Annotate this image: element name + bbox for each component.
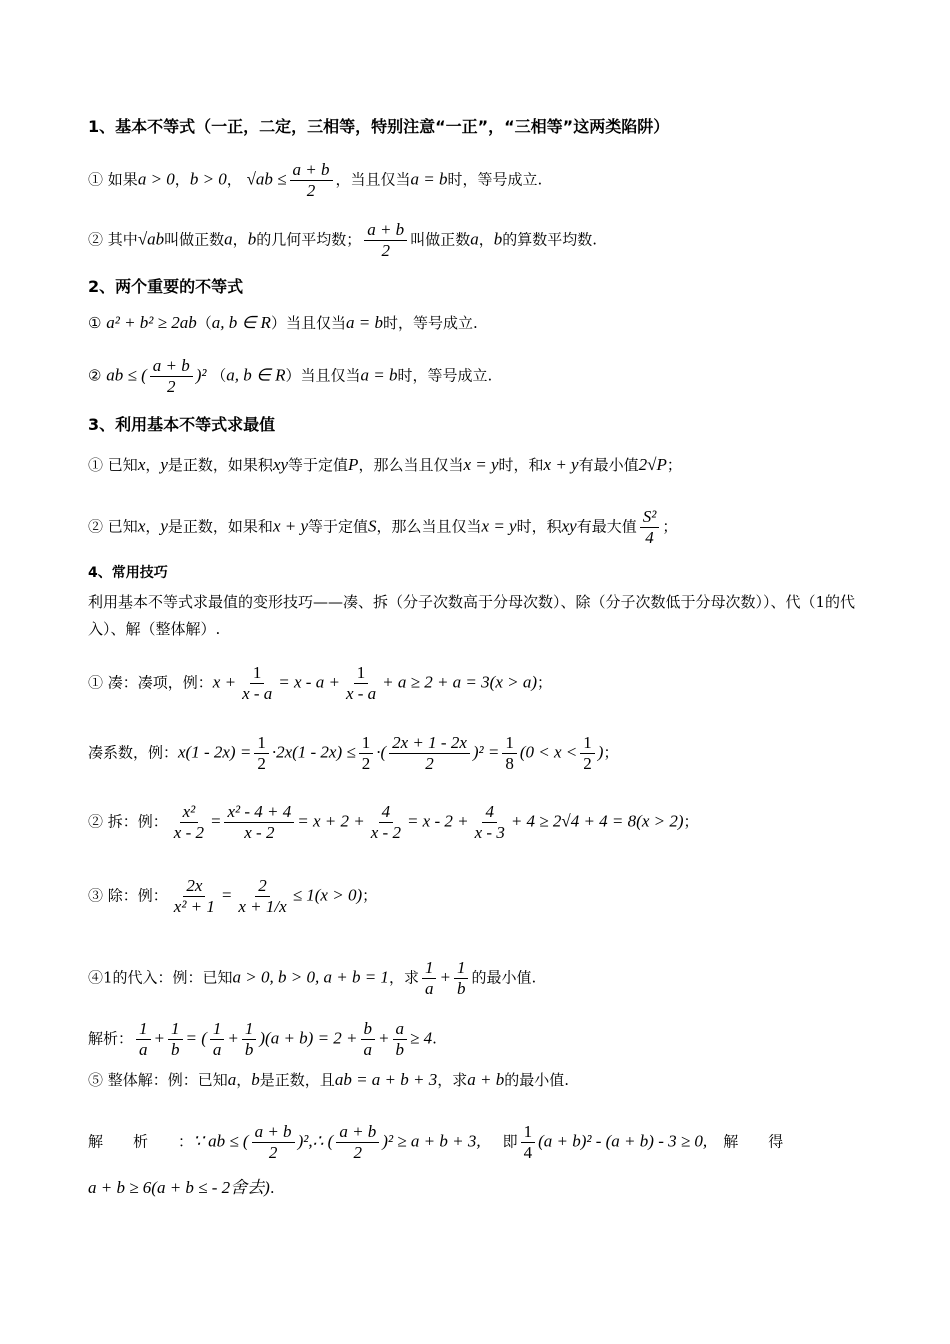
math: =: [220, 885, 233, 905]
text: 其中: [107, 230, 138, 249]
example-label: ② 拆：例：: [88, 812, 168, 831]
example-cou: [88, 663, 870, 704]
math: )²: [195, 365, 207, 385]
text: 有最大值: [576, 517, 637, 536]
numerator: 1: [521, 1122, 536, 1143]
denominator: a: [424, 979, 434, 998]
text: ；: [537, 673, 553, 692]
fraction: [290, 160, 333, 201]
numerator: 1: [242, 1019, 257, 1040]
numerator: 1: [354, 663, 369, 684]
math: y: [160, 455, 168, 474]
denominator: b: [171, 1040, 180, 1059]
numerator: 1: [254, 733, 269, 754]
fraction: [224, 802, 294, 843]
math: = (: [185, 1028, 207, 1048]
text: ，: [236, 1071, 252, 1089]
text: ，当且仅当: [335, 170, 411, 189]
numerator: 1: [210, 1019, 225, 1040]
text: 的最小值.: [471, 968, 537, 987]
text: .: [269, 1179, 275, 1197]
fraction: [389, 733, 470, 774]
text: ；: [683, 812, 699, 831]
math: = x - a +: [278, 672, 340, 692]
math: x = y: [463, 455, 499, 474]
math: x: [137, 455, 146, 474]
section-4-heading: 4、常用技巧: [88, 565, 168, 581]
fraction: [150, 356, 193, 397]
fraction: [359, 733, 374, 774]
text: （: [196, 314, 212, 332]
math: xy: [272, 455, 289, 474]
fraction: [393, 1019, 408, 1060]
fraction: [239, 663, 275, 704]
math: a: [227, 1070, 237, 1089]
fraction: [521, 1122, 536, 1163]
math: a, b ∈ R: [211, 313, 271, 332]
fraction: [136, 1019, 151, 1060]
text: 如果: [107, 170, 138, 189]
math: a > 0: [137, 169, 175, 189]
math: x: [137, 516, 146, 536]
denominator: 4: [645, 528, 654, 547]
math: ·(: [376, 742, 387, 762]
text: 时，积: [516, 517, 562, 536]
math: ): [597, 742, 604, 762]
denominator: 4: [523, 1143, 533, 1162]
numerator: 1: [580, 733, 595, 754]
numerator: 1: [359, 733, 374, 754]
numerator: a + b: [336, 1122, 379, 1143]
fraction: [422, 958, 437, 999]
math: a + b: [467, 1070, 505, 1089]
math: (a + b)² - (a + b) - 3 ≥ 0,: [538, 1131, 708, 1151]
math: b > 0: [189, 169, 227, 189]
text: 时，和: [498, 456, 544, 474]
fraction: [580, 733, 595, 774]
math: =: [210, 811, 222, 831]
fraction: [254, 733, 269, 774]
denominator: 2: [361, 754, 371, 773]
math: ab = a + b + 3: [334, 1070, 438, 1089]
denominator: 8: [505, 754, 514, 773]
math: b: [247, 229, 257, 249]
example-label: ④1的代入：例：已知: [88, 968, 233, 987]
text: 等于定值: [308, 517, 369, 536]
text: 即: [502, 1132, 518, 1151]
text: 是正数，且: [259, 1071, 335, 1089]
math: ·2x(1 - 2x) ≤: [271, 742, 356, 762]
text: ；: [666, 456, 682, 474]
text: ，那么当且仅当: [358, 456, 464, 474]
text: ）当且仅当: [285, 366, 361, 385]
math: a: [470, 229, 479, 249]
numerator: a + b: [364, 220, 407, 241]
math: x = y: [481, 516, 517, 536]
text: 有最小值: [578, 456, 639, 474]
numerator: a + b: [252, 1122, 295, 1143]
text: 已知: [107, 517, 138, 536]
math: )²,∴ (: [297, 1131, 334, 1151]
fraction: [235, 876, 289, 917]
math: +: [439, 967, 451, 987]
text: 时，等号成立.: [447, 170, 543, 189]
example-chu: [88, 876, 870, 917]
text: ，: [145, 517, 161, 536]
math: xy: [561, 516, 577, 536]
math: 2√P: [638, 455, 667, 474]
denominator: 2: [166, 377, 176, 396]
math: b: [251, 1070, 260, 1089]
denominator: x² + 1: [173, 897, 215, 916]
text: 解 得: [723, 1132, 784, 1151]
denominator: 2: [268, 1143, 278, 1162]
text: 叫做正数: [410, 230, 471, 249]
text: 的最小值.: [504, 1071, 570, 1089]
numerator: x² - 4 + 4: [224, 802, 294, 823]
example-chai: [88, 802, 870, 843]
s2-item-1: [88, 313, 870, 333]
denominator: 2: [257, 754, 266, 773]
item-number: ①: [88, 314, 102, 332]
numerator: b: [361, 1019, 376, 1040]
math: x +: [212, 672, 237, 692]
math: ab ≤ (: [106, 365, 147, 385]
example-label: 凑系数，例：: [88, 743, 179, 762]
text: ）当且仅当: [270, 314, 346, 332]
math: a = b: [345, 313, 383, 332]
math: a² + b² ≥ 2ab: [106, 313, 197, 332]
math: )(a + b) = 2 +: [259, 1028, 358, 1048]
numerator: 1: [422, 958, 437, 979]
example-substitute-one: [88, 958, 870, 999]
denominator: a: [139, 1040, 148, 1059]
denominator: x - 2: [244, 823, 275, 842]
fraction: [168, 1019, 183, 1060]
denominator: 2: [306, 181, 316, 200]
section-1-heading: 1、基本不等式（一正，二定，三相等，特别注意“一正”，“三相等”这两类陷阱）: [88, 117, 670, 136]
item-number: ①: [88, 456, 104, 474]
math: x + y: [272, 516, 308, 536]
fraction: [171, 802, 207, 843]
numerator: 1: [502, 733, 517, 754]
numerator: 2x: [183, 876, 205, 897]
math: +: [227, 1028, 239, 1048]
text: ，: [226, 170, 242, 189]
text: 是正数，如果和: [167, 517, 273, 536]
example-label: 解析：: [88, 1029, 134, 1048]
math: S: [368, 516, 377, 536]
example-label: ⑤ 整体解：例：已知: [88, 1071, 228, 1089]
s2-item-2: [88, 356, 870, 397]
denominator: 2: [583, 754, 592, 773]
numerator: 4: [482, 802, 497, 823]
solution-substitute-one: [88, 1019, 870, 1060]
denominator: a: [363, 1040, 373, 1059]
s3-item-1: [88, 455, 870, 475]
denominator: 2: [353, 1143, 363, 1162]
math: +: [378, 1028, 390, 1048]
denominator: x - a: [242, 684, 273, 703]
math: +: [153, 1028, 165, 1048]
math: a, b ∈ R: [226, 365, 286, 385]
denominator: x - 2: [370, 823, 401, 842]
example-cou-coefficient: [88, 733, 870, 774]
denominator: x + 1/x: [238, 897, 287, 916]
fraction: [343, 663, 379, 704]
numerator: 1: [168, 1019, 183, 1040]
math: b: [493, 229, 503, 249]
math: (0 < x <: [519, 742, 578, 762]
math: )² ≥ a + b + 3,: [382, 1131, 481, 1151]
math: + 4 ≥ 2√4 + 4 = 8(x > 2): [510, 811, 684, 831]
numerator: S²: [640, 507, 660, 528]
fraction: [368, 802, 404, 843]
math: a > 0, b > 0, a + b = 1: [232, 967, 389, 987]
fraction: [242, 1019, 257, 1060]
text: 的算数平均数.: [502, 230, 597, 249]
text: 已知: [107, 456, 138, 474]
math: = x - 2 +: [406, 811, 469, 831]
math: P: [348, 455, 359, 474]
math: )² =: [472, 742, 500, 762]
numerator: 2x + 1 - 2x: [389, 733, 470, 754]
text: ，求: [388, 968, 419, 987]
text: ；: [362, 886, 378, 905]
math: a = b: [410, 169, 448, 189]
item-number: ②: [88, 517, 104, 536]
numerator: 4: [379, 802, 394, 823]
item-number: ①: [88, 170, 104, 189]
denominator: a: [212, 1040, 222, 1059]
numerator: a + b: [290, 160, 333, 181]
example-label: ① 凑：凑项，例：: [88, 673, 213, 692]
text: ；: [603, 743, 619, 762]
section-2-heading: 2、两个重要的不等式: [88, 277, 244, 296]
item-number: ②: [88, 366, 102, 385]
math: = x + 2 +: [297, 811, 365, 831]
math: ∵ ab ≤ (: [193, 1131, 249, 1151]
numerator: a + b: [150, 356, 193, 377]
math: x + y: [543, 455, 579, 474]
text: 的几何平均数；: [256, 230, 362, 249]
numerator: 1: [250, 663, 265, 684]
text: ，: [232, 230, 248, 249]
s3-item-2: [88, 507, 870, 548]
text: ，: [478, 230, 494, 249]
text: 时，等号成立.: [397, 366, 493, 385]
fraction: [171, 876, 218, 917]
solution-whole-result: [88, 1178, 870, 1198]
numerator: a: [393, 1019, 408, 1040]
math: √ab: [137, 229, 165, 249]
fraction: [336, 1122, 379, 1163]
text: ，: [174, 170, 190, 189]
fraction: [364, 220, 407, 261]
numerator: 2: [255, 876, 270, 897]
text: 时，等号成立.: [382, 314, 478, 332]
math: a = b: [360, 365, 398, 385]
text: .: [432, 1029, 437, 1048]
example-label: ③ 除：例：: [88, 886, 168, 905]
fraction: [502, 733, 517, 774]
math: √ab ≤: [246, 169, 287, 189]
denominator: b: [395, 1040, 405, 1059]
fraction: [210, 1019, 225, 1060]
numerator: 1: [454, 958, 469, 979]
math: ≤ 1(x > 0): [292, 885, 363, 905]
item-number: ②: [88, 230, 104, 249]
s1-item-2: [88, 220, 870, 261]
numerator: x²: [180, 802, 199, 823]
numerator: 1: [136, 1019, 151, 1040]
text: ，求: [437, 1071, 468, 1089]
text: ，: [145, 456, 161, 474]
section-3-heading: 3、利用基本不等式求最值: [88, 415, 276, 434]
fraction: [361, 1019, 376, 1060]
solution-whole: [88, 1122, 870, 1163]
denominator: 2: [381, 241, 390, 260]
math: a + b ≥ 6(a + b ≤ - 2舍去): [88, 1178, 270, 1197]
math: y: [160, 516, 168, 536]
text: ；: [662, 517, 678, 536]
s1-item-1: [88, 160, 870, 201]
text: ，那么当且仅当: [376, 517, 482, 536]
denominator: b: [244, 1040, 254, 1059]
math: a: [224, 229, 233, 249]
fraction: [454, 958, 469, 999]
text: （: [211, 366, 227, 385]
text: 等于定值: [288, 456, 349, 474]
example-whole: [88, 1070, 870, 1090]
denominator: x - a: [345, 684, 377, 703]
denominator: x - 3: [474, 823, 505, 842]
fraction: [472, 802, 508, 843]
section-4-intro: 利用基本不等式求最值的变形技巧——凑、拆（分子次数高于分母次数）、除（分子次数低于分母次数））、代（1的代入）、解（整体解）.: [88, 593, 856, 638]
math: + a ≥ 2 + a = 3(x > a): [382, 672, 537, 692]
text: 叫做正数: [164, 230, 225, 249]
math: x(1 - 2x) =: [178, 742, 252, 762]
fraction: [640, 507, 660, 548]
denominator: b: [456, 979, 466, 998]
denominator: 2: [425, 754, 434, 773]
text: 是正数，如果积: [167, 456, 273, 474]
math: ≥ 4: [410, 1028, 433, 1048]
fraction: [252, 1122, 295, 1163]
example-label: 解 析 ：: [88, 1132, 194, 1151]
denominator: x - 2: [173, 823, 204, 842]
